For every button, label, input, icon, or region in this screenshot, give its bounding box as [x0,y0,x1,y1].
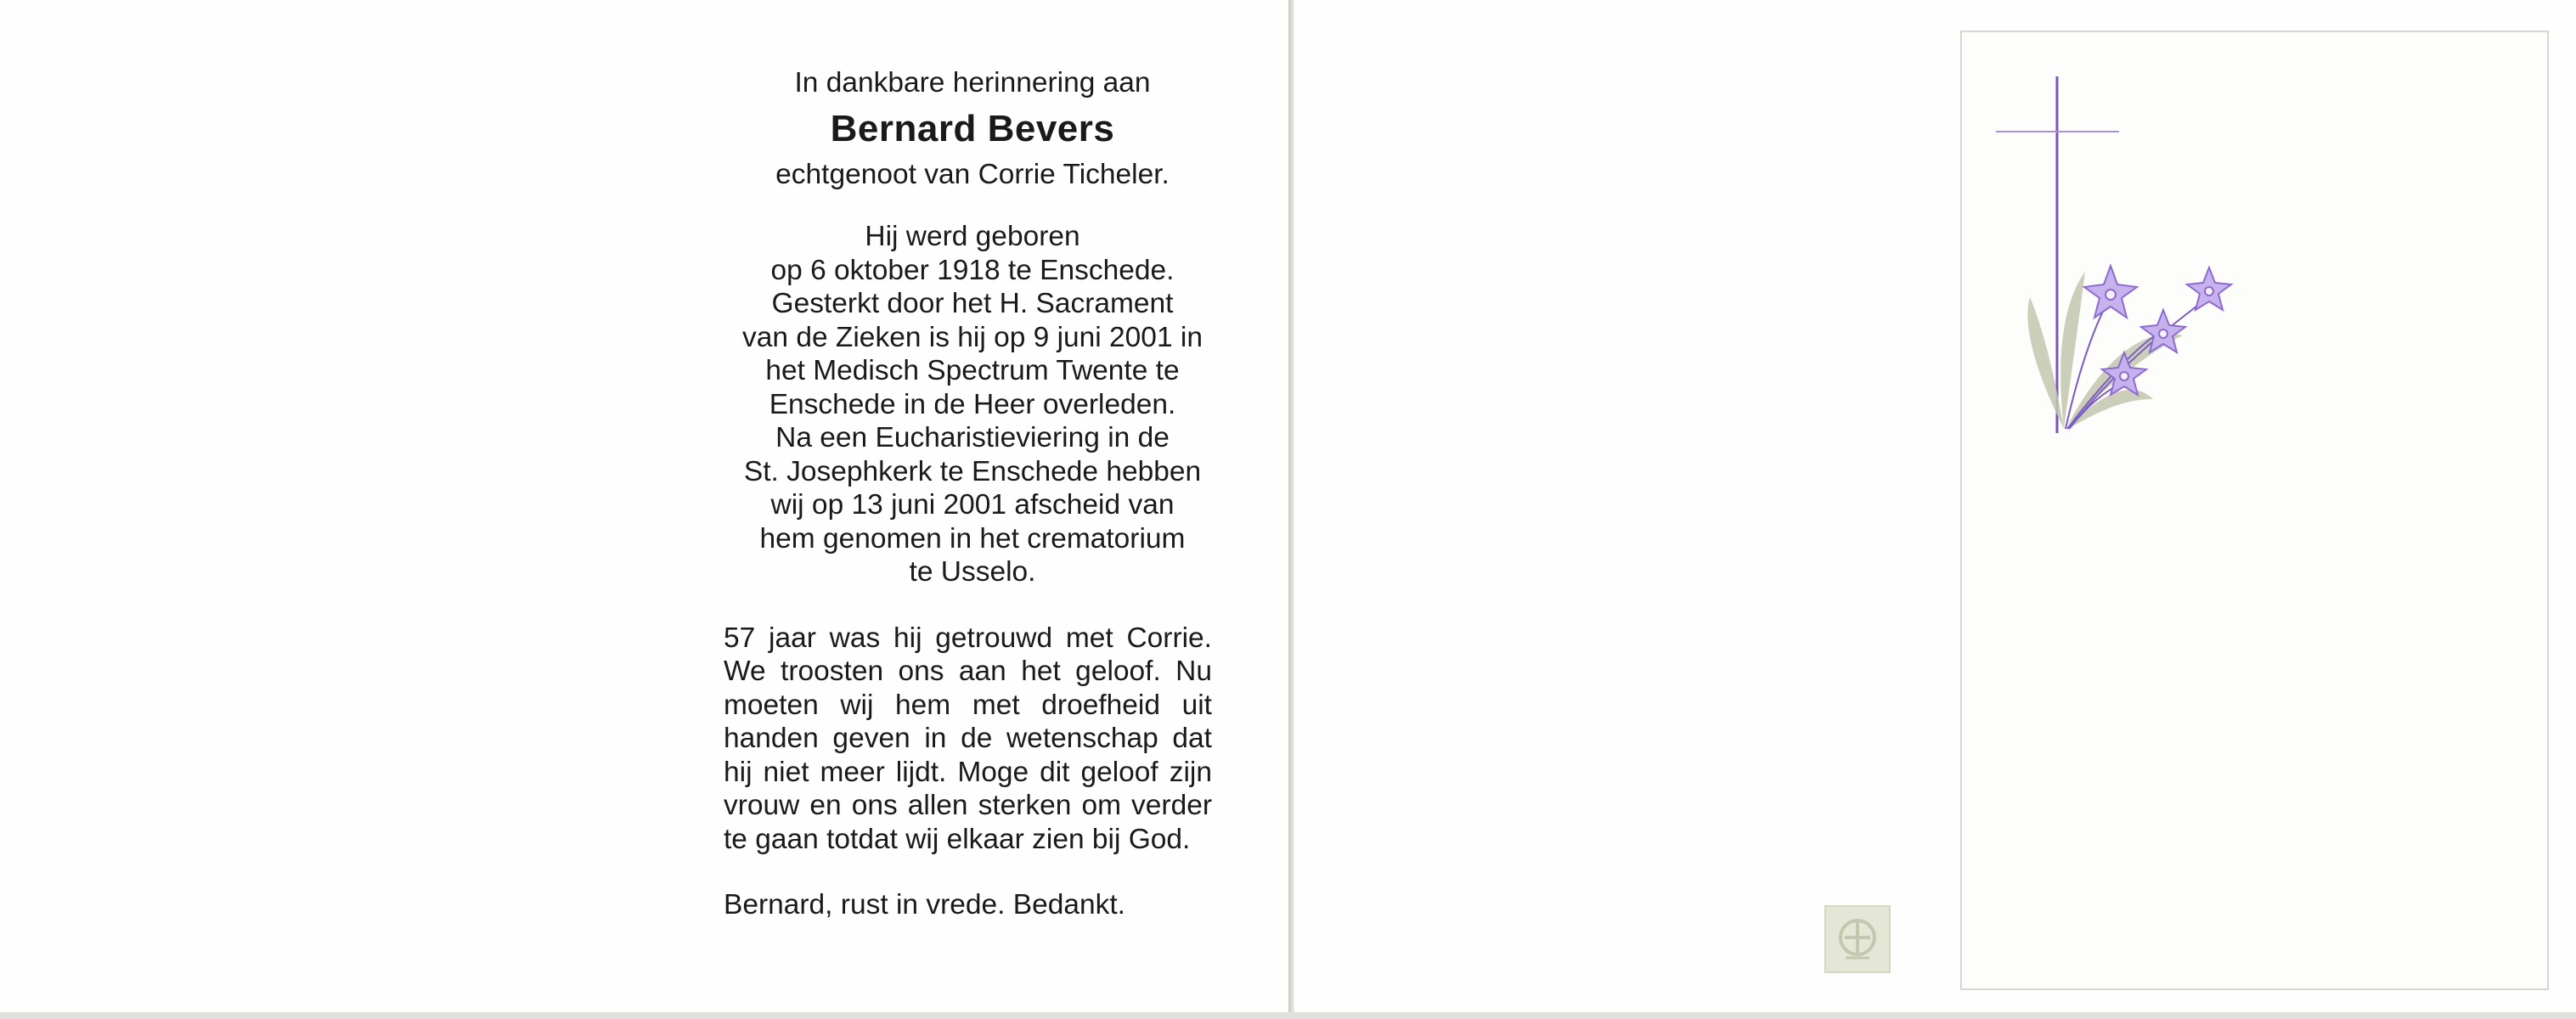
card-bottom-edge [0,1012,2576,1019]
deceased-name: Bernard Bevers [830,107,1115,149]
bio-line: te Usselo. [909,556,1036,588]
bio-line: hem genomen in het crematorium [759,522,1186,555]
message-line: hij niet meer lijdt. Moge dit geloof zijn [724,756,1212,788]
message-line: vrouw en ons allen sterken om verder [724,790,1212,821]
closing-line: Bernard, rust in vrede. Bedankt. [724,889,1125,920]
bio-line: op 6 oktober 1918 te Enschede. [770,254,1175,286]
card-fold [1288,0,1294,1019]
emblem-icon [1824,905,1891,973]
message-line: te gaan totdat wij elkaar zien bij God. [724,823,1191,855]
message-line: handen geven in de wetenschap dat [724,723,1212,754]
bio-line: St. Josephkerk te Enschede hebben [743,455,1202,487]
message-line: We troosten ons aan het geloof. Nu [724,656,1212,687]
bio-line: Na een Eucharistieviering in de [775,422,1170,453]
bio-line: wij op 13 juni 2001 afscheid van [770,489,1175,521]
bio-line: Enschede in de Heer overleden. [769,388,1176,420]
bio-line: het Medisch Spectrum Twente te [765,355,1180,386]
intro-line: In dankbare herinnering aan [794,67,1151,99]
bio-line: Gesterkt door het H. Sacrament [771,288,1174,319]
biography [696,220,1249,589]
bio-line: Hij werd geboren [865,221,1080,252]
memorial-text [696,66,1249,922]
bio-line: van de Zieken is hij op 9 juni 2001 in [742,321,1203,353]
message-line: moeten wij hem met droefheid uit [724,689,1212,721]
message-line: 57 jaar was hij getrouwd met Corrie. [724,622,1212,654]
spouse-line: echtgenoot van Corrie Ticheler. [775,158,1170,190]
message-paragraph [696,622,1212,857]
cross-flower-artwork [1979,72,2259,446]
